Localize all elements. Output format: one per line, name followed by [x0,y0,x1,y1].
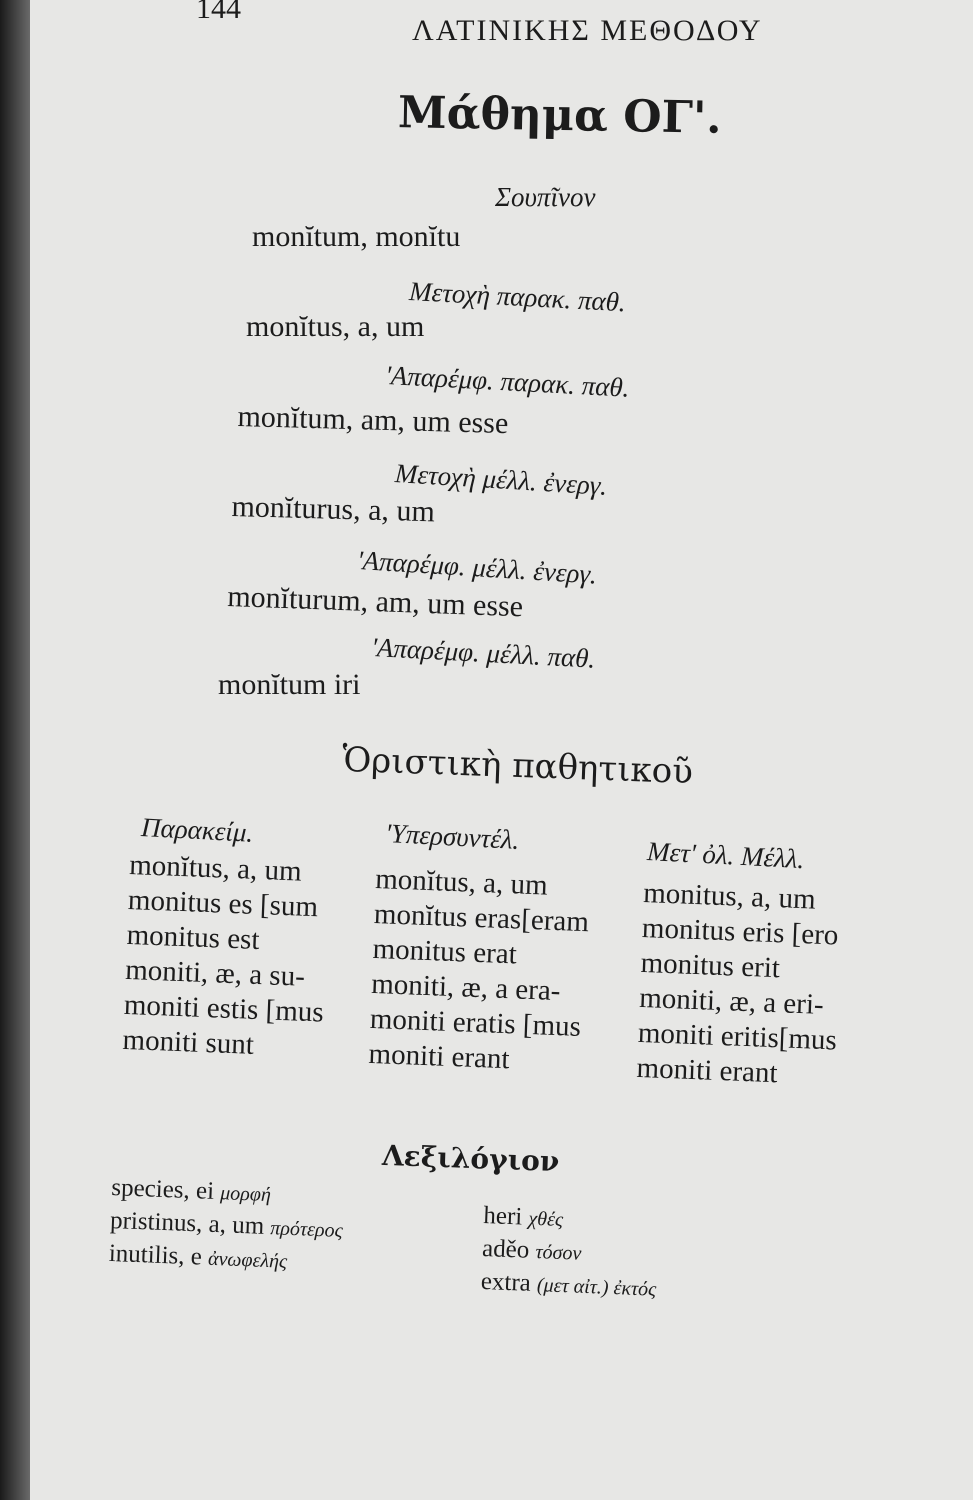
form-latin: monĭtum iri [218,668,361,701]
form-latin: monĭturus, a, um [231,490,436,529]
vocab-greek: χθές [528,1207,564,1232]
vocab-greek: ἀνωφελής [207,1247,288,1273]
form-label: 'Απαρέμφ. μέλλ. ἐνεργ. [356,545,598,590]
vocabulary-title: Λεξιλόγιον [381,1138,560,1179]
lesson-title: Μάθημα ΟΓ'. [397,87,723,144]
vocab-latin: inutilis, e [108,1239,203,1271]
conj-line: moniti, æ, a eri- [638,981,825,1021]
column-heading: 'Υπερσυντέλ. [384,818,521,855]
conj-line: monĭtus, a, um [128,848,303,888]
pluperfect-column [368,862,591,1080]
conj-line: moniti erant [636,1051,779,1090]
conj-line: monitus erit [640,946,781,985]
future-perfect-column [636,876,843,1093]
running-header: ΛΑΤΙΝΙΚΗΣ ΜΕΘΟΔΟΥ [412,14,763,47]
form-latin: monĭtum, am, um esse [237,400,509,441]
conj-line: monitus erat [372,932,518,971]
conj-line: moniti eratis [mus [369,1002,582,1043]
vocab-entry [480,1266,657,1306]
conj-line: monitus est [126,918,261,957]
vocab-latin: species, ei [110,1173,215,1205]
page-number: 144 [196,0,241,25]
form-label: Μετοχὴ μέλλ. ἐνεργ. [394,458,609,501]
form-latin: monĭtus, a, um [246,310,425,343]
form-latin: monĭtum, monĭtu [252,220,461,253]
form-label: 'Απαρέμφ. παρακ. παθ. [384,360,631,403]
form-latin: monĭturum, am, um esse [226,580,524,624]
vocab-greek: (μετ αἰτ.) ἐκτός [536,1274,657,1301]
conj-line: monĭtus eras[eram [373,897,590,939]
vocab-greek: πρότερος [269,1217,344,1242]
vocab-latin: aděo [481,1234,530,1264]
perfect-column [122,848,330,1066]
conj-line: monitus, a, um [642,876,817,916]
vocab-latin: heri [482,1201,523,1231]
vocabulary-left [108,1172,344,1280]
form-label: 'Απαρέμφ. μέλλ. παθ. [370,632,597,674]
conj-line: moniti, æ, a su- [124,953,306,993]
conj-line: moniti, æ, a era- [370,967,562,1008]
book-page [30,0,973,1500]
column-heading: Μετ' ὀλ. Μέλλ. [646,836,806,875]
column-heading: Παρακείμ. [140,812,255,848]
vocab-greek: μορφή [219,1182,272,1207]
conj-line: moniti eritis[mus [637,1016,838,1057]
conj-line: moniti sunt [122,1023,255,1061]
conj-line: monitus eris [ero [641,911,839,952]
vocab-greek: τόσον [535,1241,582,1265]
section-title: Ὁριστικὴ παθητικοῦ [341,739,694,793]
conj-line: monĭtus, a, um [374,862,549,902]
conj-line: moniti estis [mus [123,988,325,1029]
form-label: Σουπῖνον [495,182,596,212]
conj-line: moniti erant [368,1037,511,1076]
conj-line: monitus es [sum [127,883,319,924]
page-edge-shadow [0,0,30,1500]
vocabulary-right [480,1200,659,1306]
vocab-latin: extra [480,1267,532,1297]
form-label: Μετοχὴ παρακ. παθ. [408,276,627,318]
vocab-latin: pristinus, a, um [109,1206,265,1240]
